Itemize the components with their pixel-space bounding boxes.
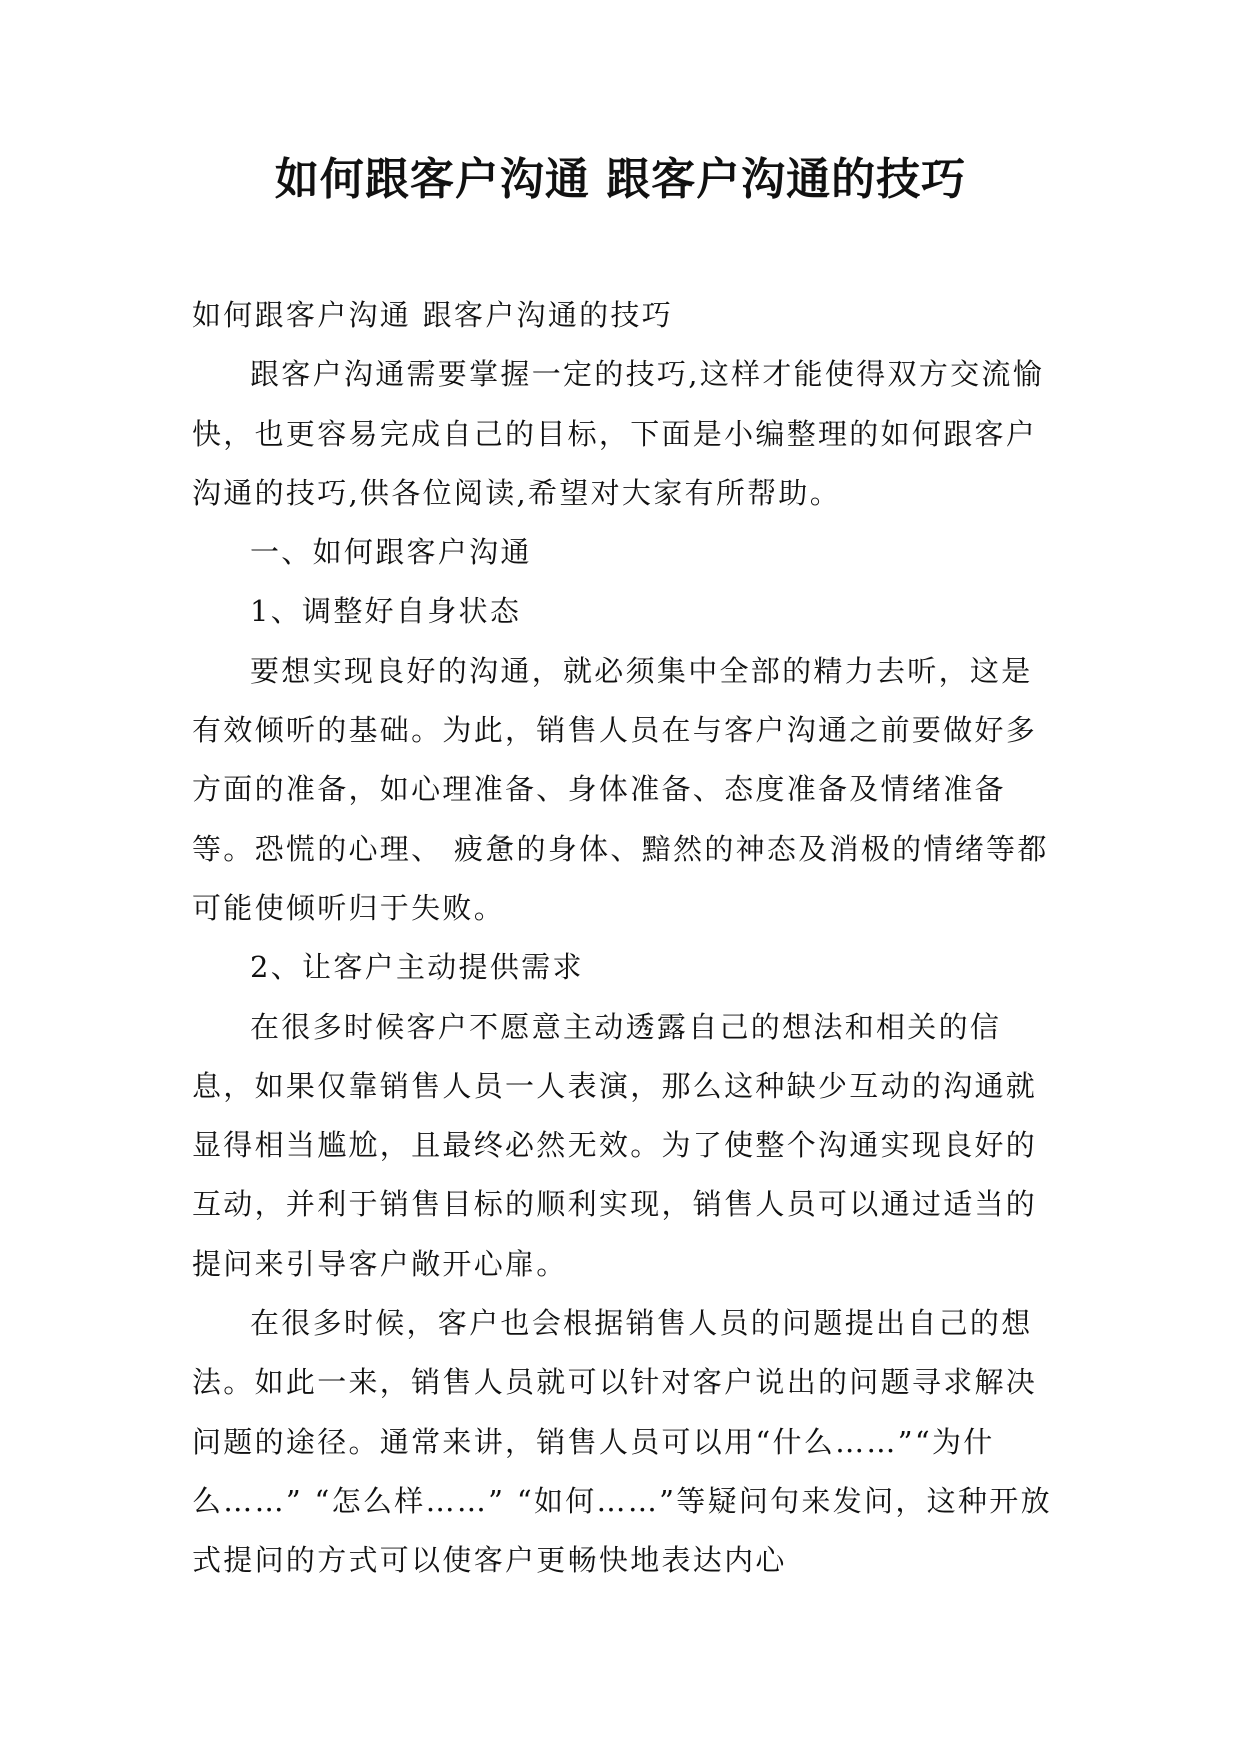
section-heading-1: 一、如何跟客户沟通: [250, 535, 532, 570]
document-title: 如何跟客户沟通 跟客户沟通的技巧: [274, 154, 967, 205]
paragraph-state: 要想实现良好的沟通，就必须集中全部的精力去听，这是有效倾听的基础。为此，销售人员在与客户沟通之前要做好多方面的准备，如心理准备、身体准备、态度准备及情绪准备等。恐慌的心理、 疲惫的身体、黯然的神态及消极的情绪等都可能使倾听归于失败。: [192, 653, 1049, 925]
paragraph-questions: 在很多时候，客户也会根据销售人员的问题提出自己的想法。如此一来，销售人员就可以针对客户说出的问题寻求解决问题的途径。通常来讲，销售人员可以用“什么……”“为什么……” “怎么样……” “如何……”等疑问句来发问，这种开放式提问的方式可以使客户更畅快地表达内心: [192, 1306, 1052, 1578]
subsection-heading-2: 2、让客户主动提供需求: [250, 950, 584, 985]
document-body: [192, 286, 1056, 1591]
paragraph-intro: 跟客户沟通需要掌握一定的技巧,这样才能使得双方交流愉快，也更容易完成自己的目标，下面是小编整理的如何跟客户沟通的技巧,供各位阅读,希望对大家有所帮助。: [192, 357, 1045, 510]
subsection-heading-1: 1、调整好自身状态: [250, 594, 522, 629]
paragraph-needs: 在很多时候客户不愿意主动透露自己的想法和相关的信息，如果仅靠销售人员一人表演，那么这种缺少互动的沟通就显得相当尴尬，且最终必然无效。为了使整个沟通实现良好的互动，并利于销售目标的顺利实现，销售人员可以通过适当的提问来引导客户敞开心扉。: [192, 1009, 1038, 1281]
document-subtitle: 如何跟客户沟通 跟客户沟通的技巧: [192, 298, 674, 332]
